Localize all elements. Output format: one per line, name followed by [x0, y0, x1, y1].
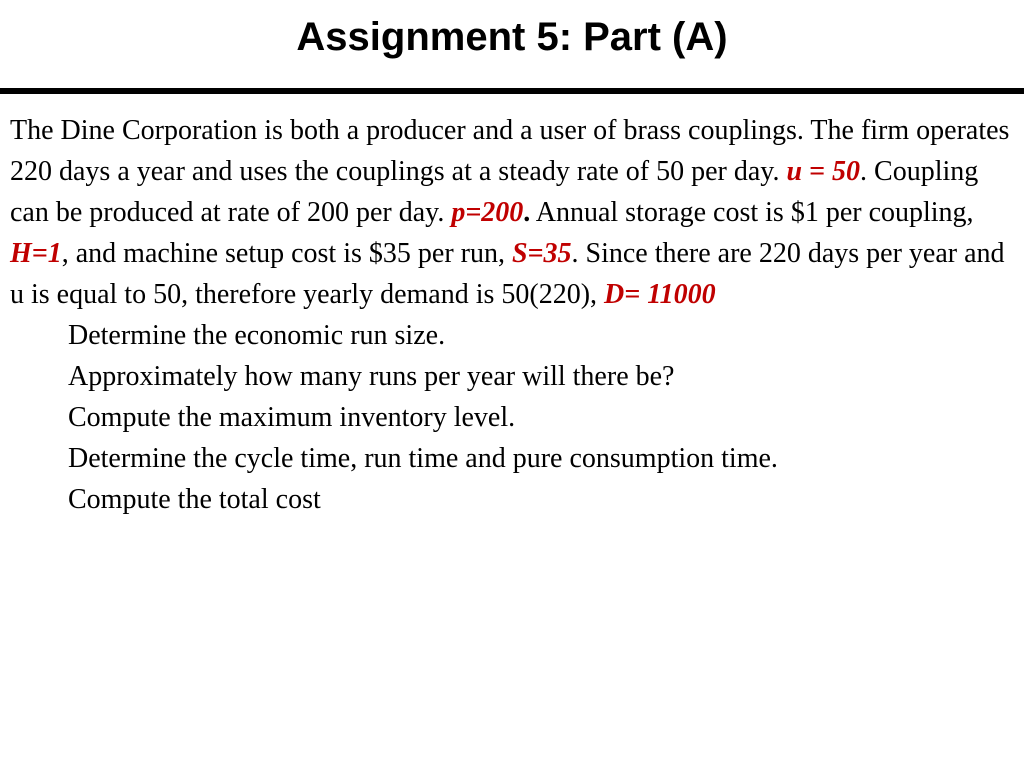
- task-item: Determine the cycle time, run time and pure consumption time.: [68, 443, 778, 474]
- task-item: Compute the total cost: [68, 484, 321, 515]
- variable-s: S=35: [511, 238, 572, 269]
- task-item: Determine the economic run size.: [68, 320, 446, 351]
- title-divider: [0, 88, 1024, 94]
- problem-text-4: , and machine setup cost is $35 per run,: [61, 238, 512, 269]
- variable-h: H=1: [10, 238, 62, 269]
- variable-p: p=200: [451, 197, 524, 228]
- problem-text-2: . Coupling can be produced at rate of 200 per day.: [10, 156, 979, 228]
- problem-text-5: . Since there are 220 days per year and u is equal to 50, therefore yearly demand is 50(220),: [10, 238, 1005, 310]
- period-bold: .: [523, 197, 531, 228]
- slide-title: Assignment 5: Part (A): [296, 15, 728, 59]
- problem-text-1: The Dine Corporation is both a producer and a user of brass couplings. The firm operates 220 days a year and uses the couplings at a steady rate of 50 per day.: [10, 115, 1010, 187]
- variable-u: u = 50: [786, 156, 861, 187]
- task-list: [10, 315, 1020, 520]
- problem-statement: [10, 110, 1020, 520]
- variable-d: D= 11000: [604, 279, 716, 310]
- task-item: Compute the maximum inventory level.: [68, 402, 516, 433]
- task-item: Approximately how many runs per year will there be?: [68, 361, 675, 392]
- problem-text-3: Annual storage cost is $1 per coupling,: [530, 197, 974, 228]
